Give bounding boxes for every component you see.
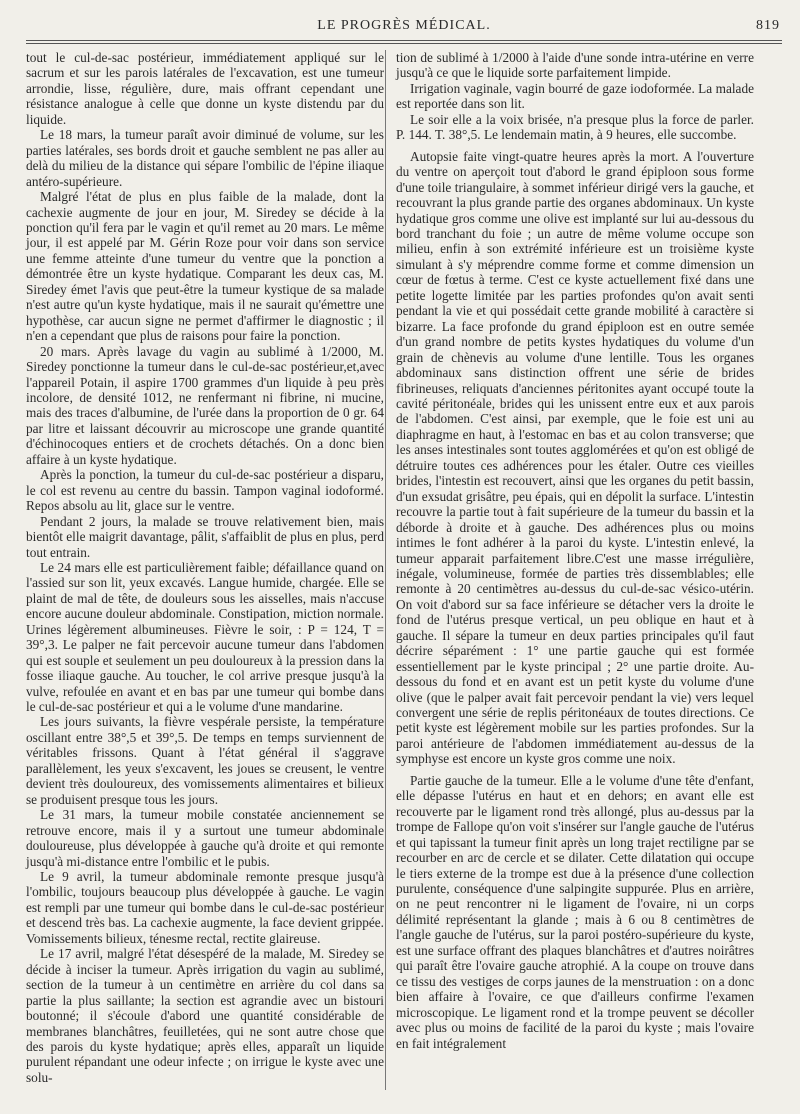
paragraph: Le 18 mars, la tumeur paraît avoir diminué de volume, sur les parties latérales, ses bords droit et gauche semblent ne pas aller au delà du milieu de la distance qui sépare l'ombilic de l'épine iliaque antéro-supérieure. [26, 127, 384, 189]
running-header [26, 16, 782, 38]
paragraph: Les jours suivants, la fièvre vespérale persiste, la température oscillant entre 38°,5 et 39°,5. De temps en temps surviennent de véritables frissons. Quant à l'état général il s'aggrave parallèlement, les yeux s'excavent, les joues se creusent, le ventre devient très douloureux, des vomissements alimentaires et bilieux se produisent presque tous les jours. [26, 714, 384, 807]
page-number: 819 [756, 18, 780, 33]
paragraph: tion de sublimé à 1/2000 à l'aide d'une sonde intra-utérine en verre jusqu'à ce que le liquide sorte parfaitement limpide. [396, 50, 754, 81]
paragraph: Le 9 avril, la tumeur abdominale remonte presque jusqu'à l'ombilic, toujours beaucoup plus développée à gauche. Le vagin est rempli par une tumeur qui bombe dans le cul-de-sac postérieur et descend très bas. La cachexie augmente, la face devient grippée. Vomissements bilieux, ténesme rectal, rectite glaireuse. [26, 869, 384, 946]
paragraph: Le 17 avril, malgré l'état désespéré de la malade, M. Siredey se décide à inciser la tumeur. Après irrigation du vagin au sublimé, section de la tumeur à un centimètre en arrière du col dans sa partie la plus saillante; la section est agrandie avec un bistouri boutonné; il s'écoule d'abord une quantité considérable de membranes blanchâtres, feuilletées, qui ne sont autre chose que des parois du kyste hydatique; après elles, apparaît un liquide purulent répandant une odeur infecte ; on irrigue le kyste avec une solu- [26, 946, 384, 1085]
right-column [396, 50, 754, 1051]
paragraph: Le soir elle a la voix brisée, n'a presque plus la force de parler. P. 144. T. 38°,5. Le lendemain matin, à 9 heures, elle succombe. [396, 111, 754, 143]
paragraph-autopsie: Autopsie faite vingt-quatre heures après la mort. A l'ouverture du ventre on aperçoit tout d'abord le grand épiploon sous forme d'une toile triangulaire, à sommet inférieur dirigé vers la gauche, et recouvrant la plus grande partie des organes abdominaux. Un kyste hydatique gros comme une olive est implanté sur lui au-dessous du bord tranchant du foie ; un autre de même volume occupe son milieu, enfin à son extrémité inférieure est un troisième kyste simulant à s'y méprendre comme forme et comme dimension un cœur de fœtus à terme. C'est ce kyste actuellement fixé dans une petite logette limitée par les parties profondes qu'on avait senti pendant la vie et qui possédait cette grande mobilité à caractère si bizarre. La face profonde du grand épiploon est en outre semée d'un grand nombre de petits kystes hydatiques du volume d'un grain de chènevis au volume d'une lentille. Tous les organes abdominaux sans distinction offrent une série de brides fibrineuses, reliquats d'anciennes péritonites ayant occupé toute la cavité péritonéale, brides qui les unissent entre eux et aux parois de l'abdomen. C'est ainsi, par exemple, que le foie est uni au diaphragme en haut, à l'estomac en bas et au colon transverse; que les anses intestinales sont toutes agglomérées et qu'on est obligé de détruire toutes ces adhérences pour les étaler. Outre ces vieilles brides, l'intestin est recouvert, ainsi que les organes du petit bassin, d'un exsudat grisâtre, peu épais, qui en dépolit la surface. L'intestin recouvre la partie tout à fait supérieure de la tumeur du bassin et la déborde à droite et à gauche. Des adhérences plus ou moins intimes le font adhérer à la paroi du kyste. L'intestin enlevé, la tumeur apparait parfaitement libre.C'est une masse irrégulière, inégale, volumineuse, formée de parties très dissemblables; elle remonte à 20 centimètres au-dessus du cul-de-sac vésico-utérin. On voit d'abord sur sa face inférieure se détacher vers la droite le fond de l'utérus presque vertical, un peu oblique en haut et à gauche. Il sépare la tumeur en deux parties principales qu'il faut décrire séparément : 1° une partie gauche qui est formée essentiellement par le kyste principal ; 2° une partie droite. Au-dessous du fond et en avant est un petit kyste du volume d'une olive (que le palper avait fait percevoir pendant la vie) vers lequel convergent une série de replis péritonéaux de toutes directions. Ce petit kyste est légèrement mobile sur les parties profondes. Sur la paroi antérieure de l'abdomen immédiatement au-dessus de la symphyse est encore un kyste gros comme une noix. [396, 148, 754, 767]
paragraph: Pendant 2 jours, la malade se trouve relativement bien, mais bientôt elle maigrit davantage, pâlit, s'affaiblit de plus en plus, perd tout entrain. [26, 513, 384, 560]
paragraph: Malgré l'état de plus en plus faible de la malade, dont la cachexie augmente de jour en jour, M. Siredey se décide à la ponction qu'il fera par le vagin et qu'il remet au 20 mars. Le même jour, il est appelé par M. Gérin Roze pour voir dans son service une femme atteinte d'une tumeur du ventre que la ponction a démontrée être un kyste hydatique. Comparant les deux cas, M. Siredey émet l'avis que peut-être la tumeur kystique de sa malade n'est autre qu'un kyste hydatique, mais il ne saurait qu'émettre une hypothèse, car aucun signe ne permet d'affirmer le diagnostic ; il n'en a cependant que plus de raisons pour faire la ponction. [26, 189, 384, 344]
header-rule [26, 40, 782, 44]
paragraph: Irrigation vaginale, vagin bourré de gaze iodoformée. La malade est reportée dans son lit. [396, 80, 754, 112]
paragraph: Après la ponction, la tumeur du cul-de-sac postérieur a disparu, le col est revenu au centre du bassin. Tampon vaginal iodoformé. Repos absolu au lit, glace sur le ventre. [26, 467, 384, 514]
paragraph: Le 31 mars, la tumeur mobile constatée anciennement se retrouve encore, mais il y a surtout une tumeur abdominale douloureuse, plus développée à gauche qu'à droite et qui remonte jusqu'à mi-distance entre l'ombilic et le pubis. [26, 807, 384, 869]
column-divider [385, 50, 386, 1090]
paragraph-partie-gauche: Partie gauche de la tumeur. Elle a le volume d'une tête d'enfant, elle dépasse l'utérus en haut et en dehors; en avant elle est recouverte par le ligament rond très allongé, plus au-dessus par la trompe de Fallope qu'on voit s'insérer sur l'angle gauche de l'utérus et qui tapissant la tumeur finit après un long trajet rectiligne par se recourber en arc de cercle et se dilater. Cette dilatation qui occupe le tiers externe de la trompe est due à la présence d'une collection purulente, conséquence d'une salpingite suppurée. Plus en arrière, on ne peut rencontrer ni le ligament de l'ovaire, ni un corps délimité représentant la glande ; mais à 6 ou 8 centimètres de l'angle gauche de l'utérus, sur la paroi postéro-supérieure du kyste, est une surface offrant des plaques blanchâtres et d'autres noirâtres qui paraît être l'ovaire gauche atrophié. A la coupe on trouve dans ce tissu des vestiges de corps jaunes de la menstruation : on a donc bien affaire à l'ovaire, ce que d'ailleurs confirme l'examen microscopique. Le ligament rond et la trompe peuvent se décoller avec plus ou moins de facilité de la paroi du kyste ; mais l'ovaire en fait intégralement [396, 772, 754, 1051]
paragraph: 20 mars. Après lavage du vagin au sublimé à 1/2000, M. Siredey ponctionne la tumeur dans le cul-de-sac postérieur,et,avec l'appareil Potain, il aspire 1700 grammes d'un liquide à peu près incolore, de densité 1012, ne renfermant ni fibrine, ni mucine, mais des traces d'albumine, de l'urée dans la proportion de 0 gr. 64 par litre et laissant découvrir au microscope une grande quantité d'échinocoques entiers et de crochets détachés. On a donc bien affaire à un kyste hydatique. [26, 343, 384, 467]
left-column [26, 50, 384, 1085]
journal-title: LE PROGRÈS MÉDICAL. [317, 18, 491, 33]
paragraph: tout le cul-de-sac postérieur, immédiatement appliqué sur le sacrum et sur les parois latérales de l'excavation, est une tumeur arrondie, lisse, régulière, dure, mais offrant cependant une résistance analogue à celle que donne un kyste distendu par du liquide. [26, 50, 384, 127]
paragraph: Le 24 mars elle est particulièrement faible; défaillance quand on l'assied sur son lit, yeux excavés. Langue humide, chargée. Elle se plaint de mal de tête, de douleurs sous les aisselles, mais n'accuse encore aucune douleur abdominale. Constipation, miction normale. Urines légèrement albumineuses. Fièvre le soir, : P = 124, T = 39°,3. Le palper ne fait percevoir aucune tumeur dans l'abdomen qui est souple et seulement un peu douloureux à la pression dans la fosse iliaque gauche. Au toucher, le col arrive presque jusqu'à la vulve, refoulée en avant et en bas par une tumeur qui bombe dans le cul-de-sac postérieur et qui a le volume d'une mandarine. [26, 559, 384, 715]
